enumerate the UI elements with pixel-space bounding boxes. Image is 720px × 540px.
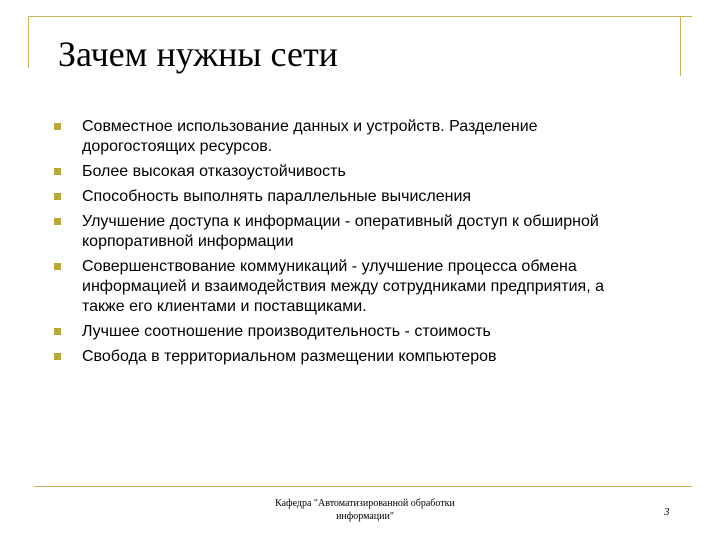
bullet-text: Совместное использование данных и устройств. Разделение дорогостоящих ресурсов. xyxy=(82,118,538,155)
list-item xyxy=(54,187,650,207)
footer-line-2: информации" xyxy=(336,511,394,522)
square-bullet-icon xyxy=(54,193,61,200)
list-item xyxy=(54,322,650,342)
bullet-text: Способность выполнять параллельные вычисления xyxy=(82,188,472,205)
bullet-text: Улучшение доступа к информации - оперативный доступ к обширной корпоративной информации xyxy=(82,213,599,250)
square-bullet-icon xyxy=(54,123,61,130)
list-item xyxy=(54,162,650,182)
square-bullet-icon xyxy=(54,263,61,270)
frame-left-line xyxy=(28,16,29,68)
list-item xyxy=(54,347,650,367)
bullet-text: Совершенствование коммуникаций - улучшение процесса обмена информацией и взаимодействия между сотрудниками предприятия, а также его клиентами и поставщиками. xyxy=(82,258,604,315)
page-number: 3 xyxy=(664,506,670,518)
bullet-list xyxy=(54,117,650,372)
slide-title: Зачем нужны сети xyxy=(58,34,338,74)
list-item xyxy=(54,257,650,317)
footer-line-1: Кафедра "Автоматизированной обработки xyxy=(275,498,455,509)
list-item xyxy=(54,117,650,157)
bullet-text: Свобода в территориальном размещении компьютеров xyxy=(82,348,497,365)
bullet-text: Лучшее соотношение производительность - стоимость xyxy=(82,323,491,340)
square-bullet-icon xyxy=(54,218,61,225)
square-bullet-icon xyxy=(54,168,61,175)
frame-bottom-line xyxy=(34,486,692,487)
frame-right-line xyxy=(680,16,681,76)
square-bullet-icon xyxy=(54,353,61,360)
list-item xyxy=(54,212,650,252)
footer-department xyxy=(252,497,478,523)
frame-top-line xyxy=(28,16,692,17)
bullet-text: Более высокая отказоустойчивость xyxy=(82,163,346,180)
square-bullet-icon xyxy=(54,328,61,335)
